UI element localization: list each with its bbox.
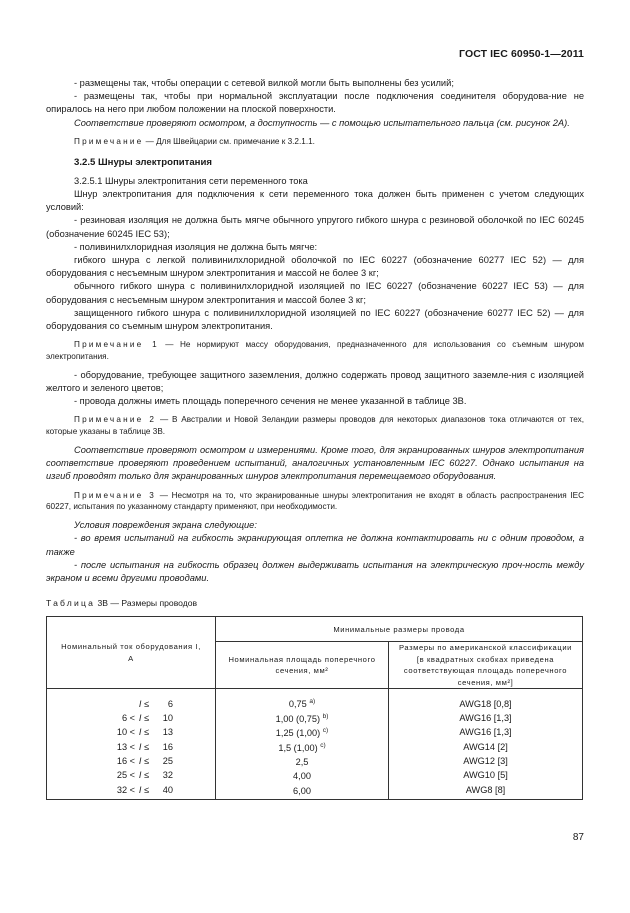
current-lower: 25 < bbox=[116, 770, 135, 781]
note-text: — Для Швейцарии см. примечание к 3.2.1.1. bbox=[143, 136, 315, 146]
current-range-cell bbox=[47, 689, 216, 711]
awg-cell: AWG8 [8] bbox=[389, 783, 583, 800]
area-value: 2,5 bbox=[295, 756, 309, 767]
subsection-title: 3.2.5.1 Шнуры электропитания сети переменного тока bbox=[74, 175, 308, 186]
header-current: Номинальный ток оборудования I, А bbox=[47, 617, 216, 689]
current-upper: 10 bbox=[162, 712, 173, 723]
paragraph: защищенного гибкого шнура с поливинилхлоридной изоляцией по IEC 60227 (обозначение 60277 IEC 52) — для оборудования со съемным шнуром электропитания. bbox=[46, 307, 584, 332]
awg-cell: AWG14 [2] bbox=[389, 740, 583, 754]
current-operator: I ≤ bbox=[138, 712, 150, 723]
current-upper: 16 bbox=[162, 741, 173, 752]
current-lower: 13 < bbox=[116, 741, 135, 752]
note-label: Примечание bbox=[74, 136, 144, 146]
note-label: Примечание 1 bbox=[74, 340, 159, 350]
table-row bbox=[47, 740, 583, 754]
current-range-cell bbox=[47, 754, 216, 768]
area-value: 1,5 (1,00) bbox=[278, 742, 318, 753]
table-row bbox=[47, 768, 583, 782]
note bbox=[46, 339, 584, 363]
current-range-cell bbox=[47, 725, 216, 739]
awg-cell: AWG16 [1,3] bbox=[389, 711, 583, 725]
paragraph: - провода должны иметь площадь поперечного сечения не менее указанной в таблице 3В. bbox=[74, 396, 467, 407]
paragraph: - оборудование, требующее защитного заземления, должно содержать провод защитного заземле-ния с изоляцией желтого и зеленого цветов; bbox=[46, 369, 584, 394]
area-cell bbox=[216, 783, 389, 800]
table-body bbox=[47, 689, 583, 800]
header-area: Номинальная площадь поперечного сечения, мм² bbox=[216, 642, 389, 689]
awg-cell: AWG10 [5] bbox=[389, 768, 583, 782]
table-row bbox=[47, 754, 583, 768]
note-label: Примечание 2 bbox=[74, 415, 157, 425]
area-cell bbox=[216, 740, 389, 754]
compliance-paragraph: Соответствие проверяют осмотром и измерениями. Кроме того, для экранированных шнуров электропитания соответствие проверяют проведением испытаний, аналогичных установленным IEC 60227. Однако испытания на изгиб проводят только для экранированных шнуров электропитания перемещаемого оборудования. bbox=[46, 445, 584, 482]
area-cell bbox=[216, 689, 389, 711]
wire-sizes-table bbox=[46, 616, 583, 800]
note-text: — В Австралии и Новой Зеландии размеры проводов для некоторых диапазонов тока отличаются от тех, которые указаны в таблице 3В. bbox=[46, 415, 584, 437]
header-awg: Размеры по американской классификации [в квадратных скобках приведена соответствующая площадь поперечного сечения, мм²] bbox=[389, 642, 583, 689]
paragraph: гибкого шнура с легкой поливинилхлоридной оболочкой по IEC 60227 (обозначение 60277 IEC 52) — для оборудования с несъемным шнуром электропитания и массой не более 3 кг; bbox=[46, 255, 584, 279]
area-value: 6,00 bbox=[293, 785, 311, 796]
area-footnote: c) bbox=[320, 741, 326, 749]
area-value: 1,25 (1,00) bbox=[275, 728, 321, 739]
area-value: 0,75 bbox=[288, 699, 307, 710]
note-text: — Несмотря на то, что экранированные шнуры электропитания не входят в область распространения IEC 60227, испытания по указанному стандарту применяют, при необходимости. bbox=[46, 490, 584, 512]
area-footnote: b) bbox=[322, 712, 329, 720]
paragraph: - размещены так, чтобы операции с сетевой вилкой могли быть выполнены без усилий; bbox=[74, 78, 454, 88]
compliance-paragraph: Соответствие проверяют осмотром, а доступность — с помощью испытательного пальца (см. рисунок 2А). bbox=[74, 117, 570, 128]
paragraph: Шнур электропитания для подключения к сети переменного тока должен быть применен с учетом следующих условий: bbox=[46, 189, 584, 213]
header-min-sizes: Минимальные размеры провода bbox=[216, 617, 583, 642]
current-operator: I ≤ bbox=[138, 755, 150, 766]
table-caption-label: Таблица bbox=[46, 598, 96, 609]
current-lower: 16 < bbox=[116, 755, 135, 766]
current-range-cell bbox=[47, 768, 216, 782]
area-cell bbox=[216, 725, 389, 739]
current-operator: I ≤ bbox=[138, 784, 150, 795]
table-row bbox=[47, 711, 583, 725]
area-footnote: c) bbox=[322, 727, 329, 735]
table-row bbox=[47, 783, 583, 800]
note bbox=[46, 490, 584, 514]
awg-cell: AWG12 [3] bbox=[389, 754, 583, 768]
standard-header: ГОСТ IEC 60950-1—2011 bbox=[459, 48, 584, 60]
table-row bbox=[47, 689, 583, 711]
area-value: 1,00 (0,75) bbox=[275, 713, 321, 724]
paragraph: - поливинилхлоридная изоляция не должна быть мягче: bbox=[74, 241, 318, 252]
current-lower: 10 < bbox=[116, 727, 135, 738]
note-text: — Не нормируют массу оборудования, предназначенного для использования со съемным шнуром электропитания. bbox=[46, 340, 584, 362]
current-range-cell bbox=[47, 711, 216, 725]
compliance-paragraph: - во время испытаний на гибкость экранирующая оплетка не должна контактировать ни с одним проводом, а также bbox=[46, 533, 584, 557]
area-cell bbox=[216, 754, 389, 768]
section-heading: 3.2.5 Шнуры электропитания bbox=[74, 156, 212, 168]
area-cell bbox=[216, 711, 389, 725]
current-lower: 32 < bbox=[116, 784, 135, 795]
compliance-paragraph: Условия повреждения экрана следующие: bbox=[74, 520, 257, 531]
current-range-cell bbox=[47, 783, 216, 800]
table-caption bbox=[46, 597, 584, 610]
current-operator: I ≤ bbox=[138, 770, 150, 781]
paragraph: - резиновая изоляция не должна быть мягче обычного упругого гибкого шнура с резиновой оболочкой по IEC 60245 (обозначение 60245 IEC 53); bbox=[46, 215, 584, 239]
current-upper: 6 bbox=[167, 698, 173, 709]
area-footnote: a) bbox=[309, 698, 316, 706]
paragraph: обычного гибкого шнура с поливинилхлоридной изоляцией по IEC 60227 (обозначение 60227 IEC 53) — для оборудования с несъемным шнуром электропитания и массой более 3 кг; bbox=[46, 281, 584, 305]
current-range-cell bbox=[47, 740, 216, 754]
awg-cell: AWG16 [1,3] bbox=[389, 725, 583, 739]
table-row bbox=[47, 725, 583, 739]
note bbox=[46, 136, 584, 148]
note bbox=[46, 414, 584, 438]
compliance-paragraph: - после испытания на гибкость образец должен выдерживать испытания на электрическую проч-ность между экраном и всеми другими проводами. bbox=[46, 559, 584, 584]
current-upper: 13 bbox=[162, 727, 173, 738]
awg-cell: AWG18 [0,8] bbox=[389, 689, 583, 711]
area-value: 4,00 bbox=[293, 771, 311, 782]
current-operator: I ≤ bbox=[138, 741, 150, 752]
current-operator: I ≤ bbox=[138, 727, 150, 738]
current-lower bbox=[47, 698, 135, 710]
page-number: 87 bbox=[572, 832, 584, 843]
note-label: Примечание 3 bbox=[74, 490, 157, 500]
current-operator: I ≤ bbox=[138, 698, 150, 709]
page-content bbox=[46, 77, 584, 800]
area-cell bbox=[216, 768, 389, 782]
current-upper: 32 bbox=[162, 770, 173, 781]
paragraph: - размещены так, чтобы при нормальной эксплуатации после подключения соединителя оборудова-ние не опиралось на него при любом положении на плоской поверхности. bbox=[46, 91, 584, 115]
current-upper: 40 bbox=[162, 784, 173, 795]
current-lower: 6 < bbox=[121, 712, 135, 723]
table-caption-text: 3В — Размеры проводов bbox=[95, 598, 198, 609]
current-upper: 25 bbox=[162, 755, 173, 766]
